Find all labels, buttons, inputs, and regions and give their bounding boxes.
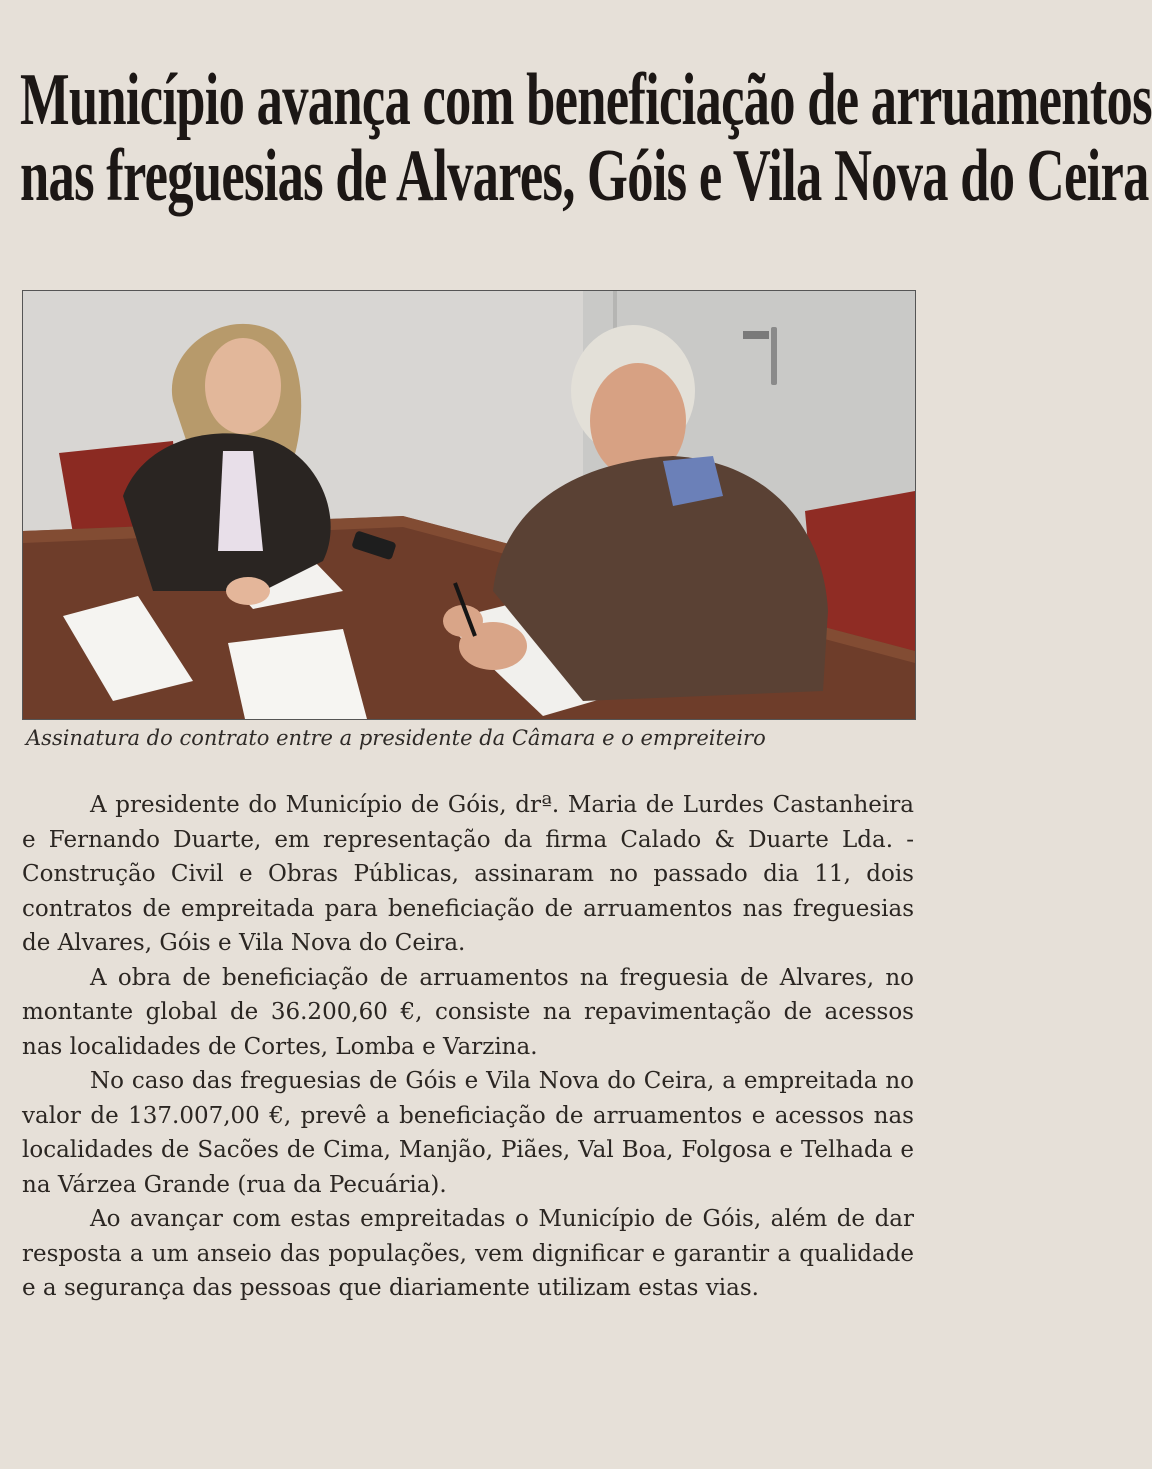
paragraph-2: A obra de beneficiação de arruamentos na freguesia de Alvares, no montante global de 36.200,60 €, consiste na repavimentação de acessos nas localidades de Cortes, Lomba e Varzina. — [22, 964, 914, 1060]
headline-line-2: nas freguesias de Alvares, Góis e Vila Nova do Ceira — [20, 135, 1149, 217]
article-photo — [22, 290, 916, 720]
paragraph-4: Ao avançar com estas empreitadas o Município de Góis, além de dar resposta a um anseio das populações, vem dignificar e garantir a qualidade e a segurança das pessoas que diariamente utilizam estas vias. — [22, 1206, 914, 1301]
article-body — [22, 788, 914, 1306]
article-headline — [20, 59, 1152, 217]
photo-caption: Assinatura do contrato entre a presidente da Câmara e o empreiteiro — [26, 726, 766, 750]
paragraph-3: No caso das freguesias de Góis e Vila Nova do Ceira, a empreitada no valor de 137.007,00 €, prevê a beneficiação de arruamentos e acessos nas localidades de Sacões de Cima, Manjão, Piães, Val Boa, Folgosa e Telhada e na Várzea Grande (rua da Pecuária). — [22, 1068, 914, 1198]
photo-contract-signing-illustration — [23, 291, 915, 719]
headline-line-1: Município avança com beneficiação de arruamentos — [20, 59, 1152, 141]
paragraph-1: A presidente do Município de Góis, drª. Maria de Lurdes Castanheira e Fernando Duarte, em representação da firma Calado & Duarte Lda. - Construção Civil e Obras Públicas, assinaram no passado dia 11, dois contratos de empreitada para beneficiação de arruamentos nas freguesias de Alvares, Góis e Vila Nova do Ceira. — [22, 792, 914, 956]
